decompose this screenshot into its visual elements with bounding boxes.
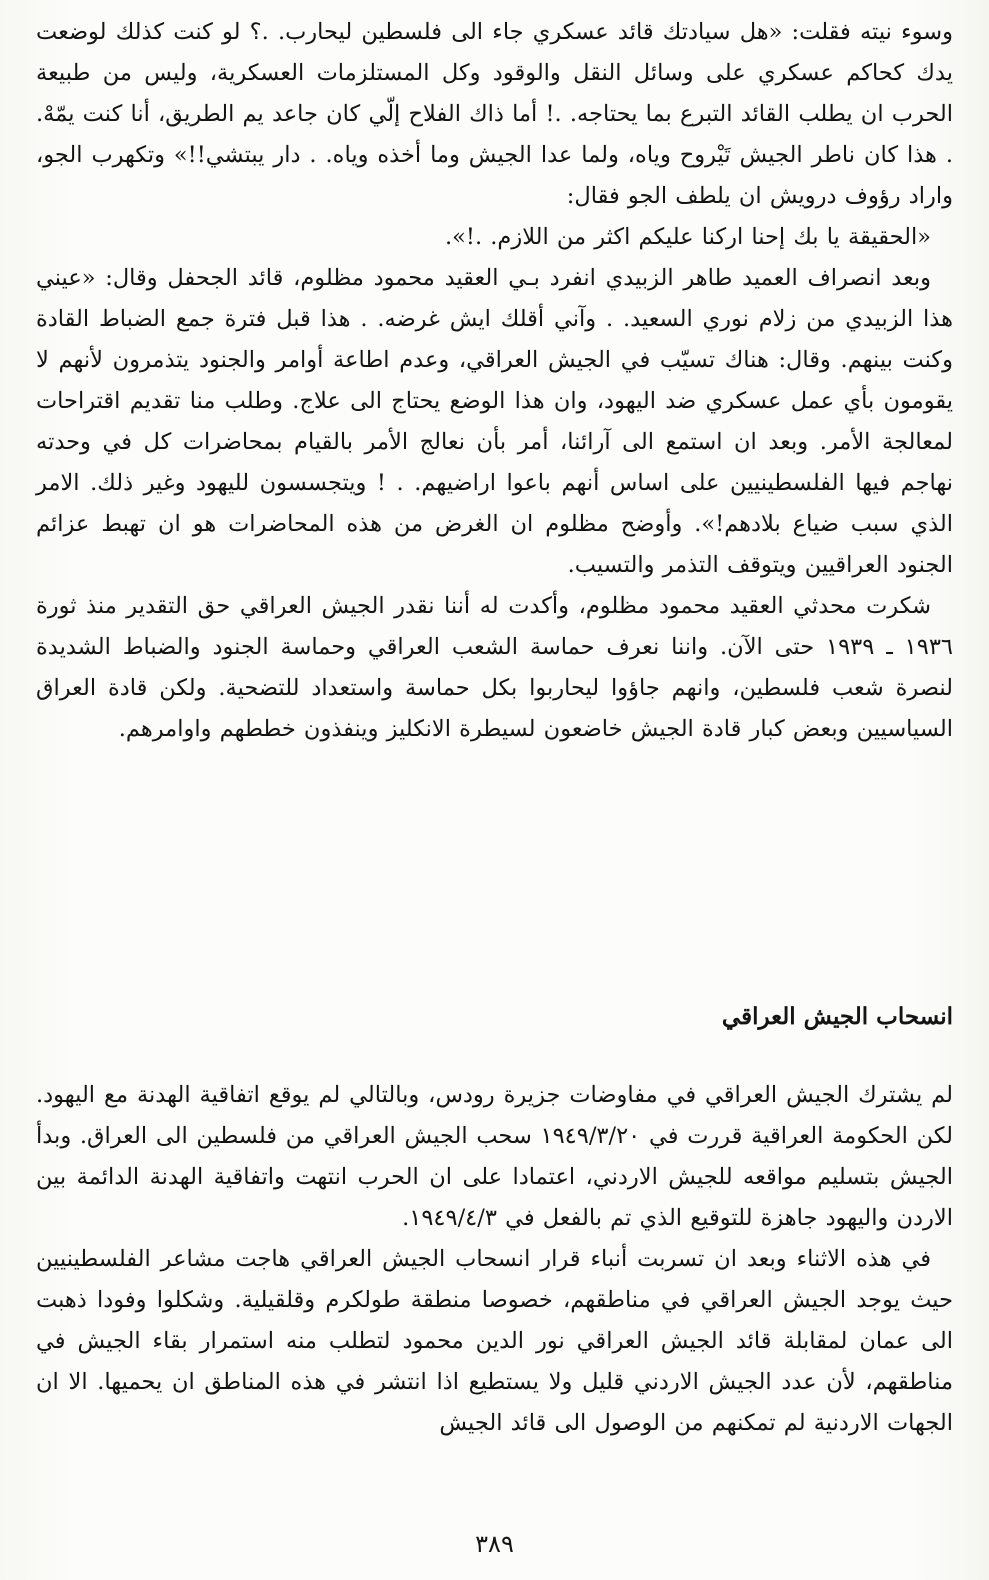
section-2 (36, 1075, 953, 1444)
section-1 (36, 12, 953, 750)
paragraph-5: لم يشترك الجيش العراقي في مفاوضات جزيرة رودس، وبالتالي لم يوقع اتفاقية الهدنة مع اليهود. لكن الحكومة العراقية قررت في ١٩٤٩/٣/٢٠ سحب الجيش العراقي من فلسطين الى العراق. وبدأ الجيش بتسليم مواقعه للجيش الاردني، اعتمادا على ان الحرب انتهت واتفاقية الهدنة الدائمة بين الاردن واليهود جاهزة للتوقيع الذي تم بالفعل في ١٩٤٩/٤/٣. (36, 1082, 953, 1231)
paragraph-1: وسوء نيته فقلت: «هل سيادتك قائد عسكري جاء الى فلسطين ليحارب. .؟ لو كنت كذلك لوضعت يدك كحاكم عسكري على وسائل النقل والوقود وكل المستلزمات العسكرية، وليس من طبيعة الحرب ان يطلب القائد التبرع بما يحتاجه. .! أما ذاك الفلاح إلّي كان جاعد يم الطريق، أنا كنت يمّهْ. . هذا كان ناطر الجيش تَيْروح وياه، ولما عدا الجيش وما أخذه وياه. . دار يبتشي!!» وتكهرب الجو، واراد رؤوف درويش ان يلطف الجو فقال: (36, 19, 953, 209)
paragraph-4: شكرت محدثي العقيد محمود مظلوم، وأكدت له أننا نقدر الجيش العراقي حق التقدير منذ ثورة ١٩٣٦ ـ ١٩٣٩ حتى الآن. واننا نعرف حماسة الشعب العراقي وحماسة الجنود والضباط الشديدة لنصرة شعب فلسطين، وانهم جاؤوا ليحاربوا بكل حماسة واستعداد للتضحية. ولكن قادة العراق السياسيين وبعض كبار قادة الجيش خاضعون لسيطرة الانكليز وينفذون خططهم واوامرهم. (36, 593, 953, 742)
section-heading: انسحاب الجيش العراقي (721, 1003, 953, 1030)
page-number: ٣٨٩ (475, 1530, 514, 1558)
paragraph-6: في هذه الاثناء وبعد ان تسربت أنباء قرار انسحاب الجيش العراقي هاجت مشاعر الفلسطينيين حيث يوجد الجيش العراقي في مناطقهم، خصوصا منطقة طولكرم وقلقيلية. وشكلوا وفودا ذهبت الى عمان لمقابلة قائد الجيش العراقي نور الدين محمود لتطلب منه استمرار بقاء الجيش في مناطقهم، لأن عدد الجيش الاردني قليل ولا يستطيع اذا انتشر في هذه المناطق ان يحميها. الا ان الجهات الاردنية لم تمكنهم من الوصول الى قائد الجيش (36, 1246, 953, 1436)
paragraph-3: وبعد انصراف العميد طاهر الزبيدي انفرد بـي العقيد محمود مظلوم، قائد الجحفل وقال: «عيني هذا الزبيدي من زلام نوري السعيد. . وآني أقلك ايش غرضه. . هذا قبل فترة جمع الضباط القادة وكنت بينهم. وقال: هناك تسيّب في الجيش العراقي، وعدم اطاعة أوامر والجنود يتذمرون لأنهم لا يقومون بأي عمل عسكري ضد اليهود، وان هذا الوضع يحتاج الى علاج. وطلب منا تقديم اقتراحات لمعالجة الأمر. وبعد ان استمع الى آرائنا، أمر بأن نعالج الأمر بالقيام بمحاضرات كل في وحدته نهاجم فيها الفلسطينيين على اساس أنهم باعوا اراضيهم. . ! ويتجسسون لليهود وغير ذلك. الامر الذي سبب ضياع بلادهم!». وأوضح مظلوم ان الغرض من هذه المحاضرات هو ان تهبط عزائم الجنود العراقيين ويتوقف التذمر والتسيب. (36, 265, 953, 578)
paragraph-2-quote: «الحقيقة يا بك إحنا اركنا عليكم اكثر من اللازم. .!». (444, 224, 931, 250)
